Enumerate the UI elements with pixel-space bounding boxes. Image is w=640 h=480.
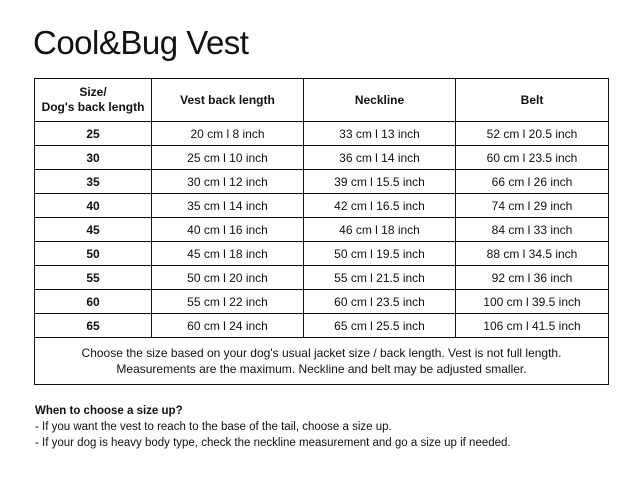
size-cell: 55 (35, 266, 152, 290)
neckline-cell: 46 cm l 18 inch (304, 218, 456, 242)
vest-cell: 55 cm l 22 inch (152, 290, 304, 314)
header-vest-back-length: Vest back length (152, 79, 304, 122)
neckline-cell: 55 cm l 21.5 inch (304, 266, 456, 290)
belt-cell: 66 cm l 26 inch (456, 170, 609, 194)
belt-cell: 92 cm l 36 inch (456, 266, 609, 290)
belt-cell: 74 cm l 29 inch (456, 194, 609, 218)
size-cell: 40 (35, 194, 152, 218)
neckline-cell: 33 cm l 13 inch (304, 122, 456, 146)
table-row (35, 290, 609, 314)
belt-cell: 52 cm l 20.5 inch (456, 122, 609, 146)
size-chart-table (34, 78, 609, 385)
neckline-cell: 39 cm l 15.5 inch (304, 170, 456, 194)
size-cell: 60 (35, 290, 152, 314)
header-size (35, 79, 152, 122)
tips-heading: When to choose a size up? (35, 405, 183, 417)
vest-cell: 35 cm l 14 inch (152, 194, 304, 218)
size-cell: 65 (35, 314, 152, 338)
belt-cell: 60 cm l 23.5 inch (456, 146, 609, 170)
header-neckline: Neckline (304, 79, 456, 122)
tip-item: - If your dog is heavy body type, check the neckline measurement and go a size up if needed. (35, 437, 511, 449)
size-cell: 45 (35, 218, 152, 242)
neckline-cell: 36 cm l 14 inch (304, 146, 456, 170)
header-size-line1: Size/ (79, 85, 107, 99)
table-header-row (35, 79, 609, 122)
size-cell: 25 (35, 122, 152, 146)
table-row (35, 122, 609, 146)
size-cell: 50 (35, 242, 152, 266)
neckline-cell: 60 cm l 23.5 inch (304, 290, 456, 314)
tip-item: - If you want the vest to reach to the base of the tail, choose a size up. (35, 421, 392, 433)
vest-cell: 50 cm l 20 inch (152, 266, 304, 290)
vest-cell: 25 cm l 10 inch (152, 146, 304, 170)
size-up-tips (35, 403, 511, 451)
vest-cell: 30 cm l 12 inch (152, 170, 304, 194)
neckline-cell: 50 cm l 19.5 inch (304, 242, 456, 266)
header-size-line2: Dog's back length (41, 100, 145, 114)
neckline-cell: 65 cm l 25.5 inch (304, 314, 456, 338)
neckline-cell: 42 cm l 16.5 inch (304, 194, 456, 218)
header-belt: Belt (456, 79, 609, 122)
vest-cell: 20 cm l 8 inch (152, 122, 304, 146)
size-cell: 35 (35, 170, 152, 194)
table-row (35, 194, 609, 218)
table-note-line2: Measurements are the maximum. Neckline and belt may be adjusted smaller. (116, 362, 527, 376)
table-row (35, 266, 609, 290)
table-row (35, 218, 609, 242)
vest-cell: 40 cm l 16 inch (152, 218, 304, 242)
vest-cell: 45 cm l 18 inch (152, 242, 304, 266)
table-row (35, 242, 609, 266)
size-cell: 30 (35, 146, 152, 170)
table-row (35, 170, 609, 194)
table-row (35, 146, 609, 170)
belt-cell: 100 cm l 39.5 inch (456, 290, 609, 314)
belt-cell: 88 cm l 34.5 inch (456, 242, 609, 266)
belt-cell: 106 cm l 41.5 inch (456, 314, 609, 338)
page-title: Cool&Bug Vest (33, 24, 249, 61)
belt-cell: 84 cm l 33 inch (456, 218, 609, 242)
table-note-row (35, 338, 609, 385)
table-note-line1: Choose the size based on your dog's usual jacket size / back length. Vest is not full length. (81, 346, 562, 360)
vest-cell: 60 cm l 24 inch (152, 314, 304, 338)
table-row (35, 314, 609, 338)
table-note (35, 338, 609, 385)
